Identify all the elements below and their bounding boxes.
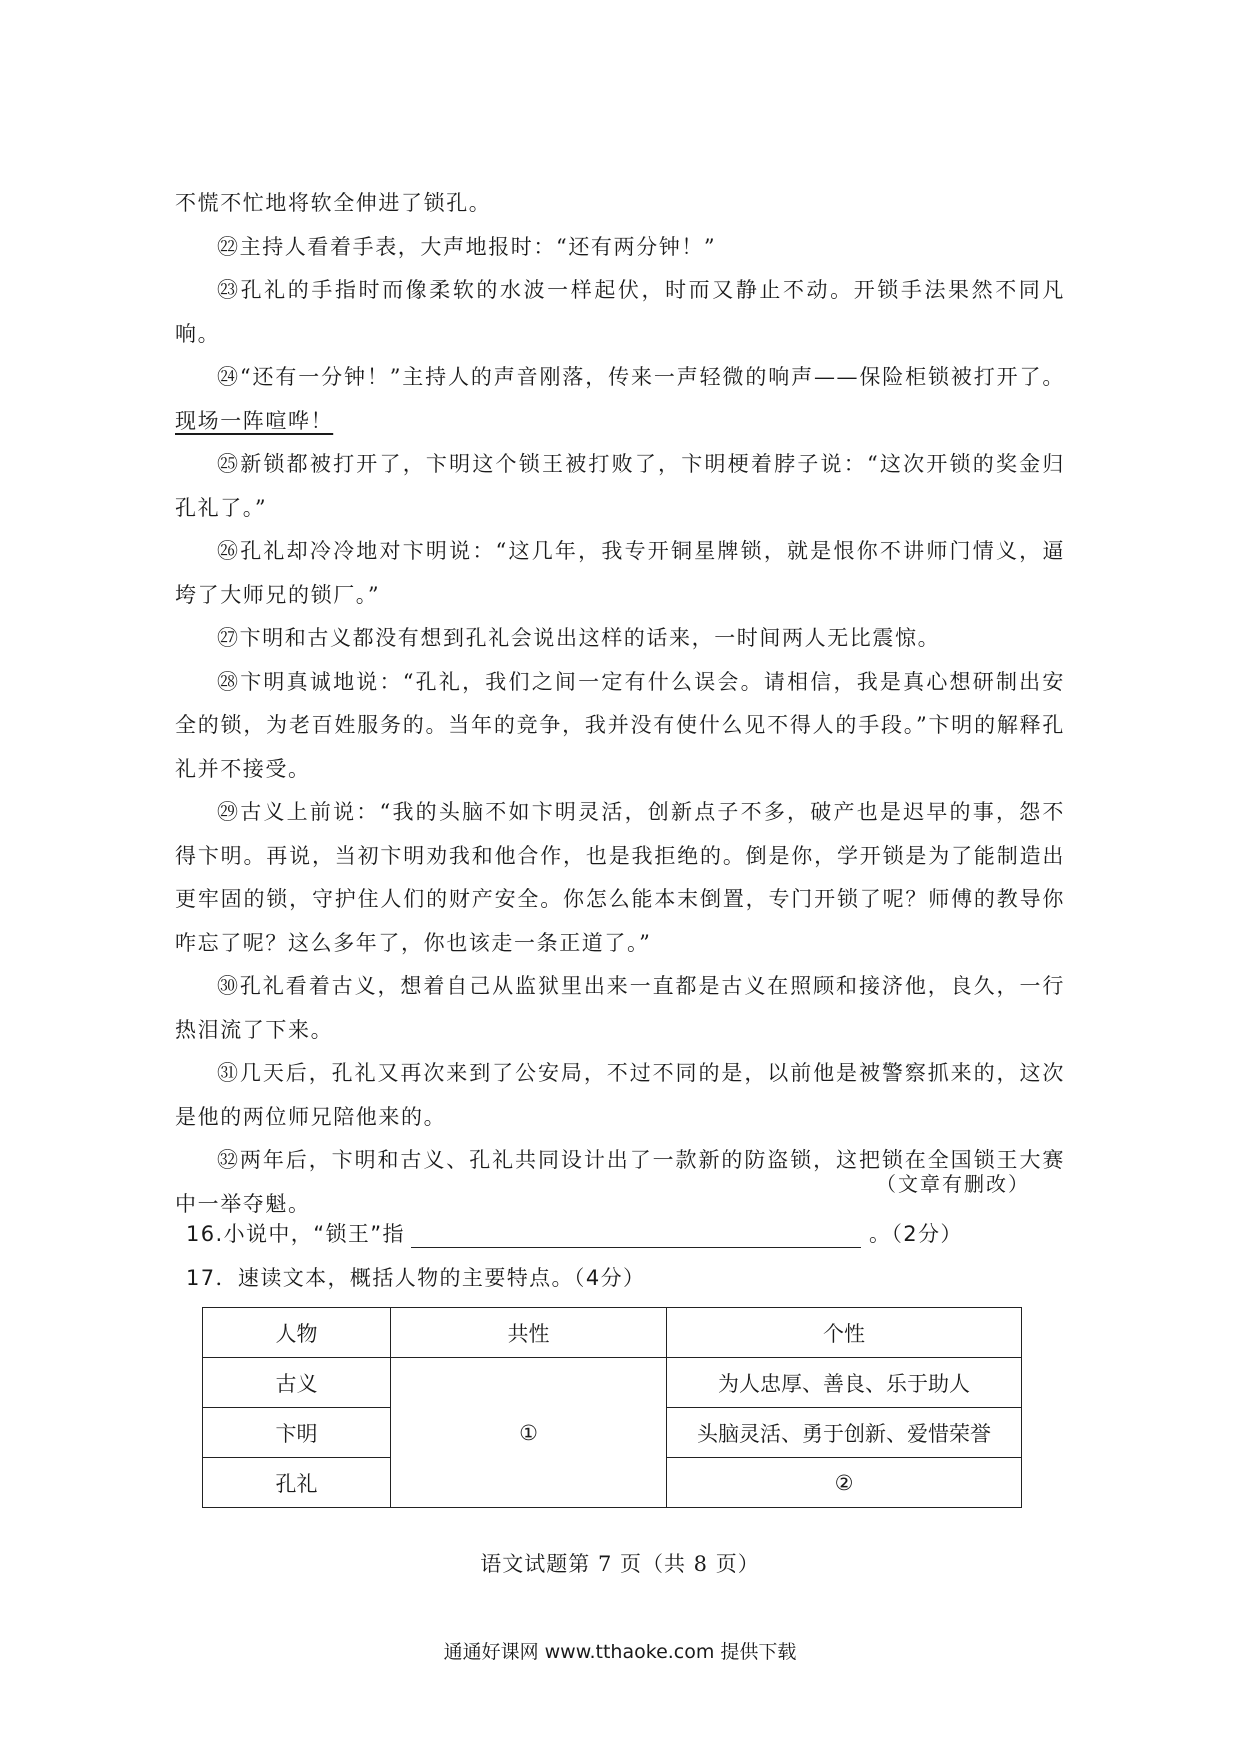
paragraph-31: ㉛几天后，孔礼又再次来到了公安局，不过不同的是，以前他是被警察抓来的，这次是他的两位师兄陪他来的。 xyxy=(175,1061,1065,1129)
question-16 xyxy=(186,1218,963,1248)
character-traits-table xyxy=(202,1307,1022,1508)
page-footer: 语文试题第 7 页（共 8 页） xyxy=(480,1552,760,1576)
header-person: 人物 xyxy=(203,1308,391,1358)
paragraph-32: ㉜两年后，卞明和古义、孔礼共同设计出了一款新的防盗锁，这把锁在全国锁王大赛中一举夺魁。 xyxy=(175,1148,1065,1216)
person-cell: 卞明 xyxy=(203,1408,391,1458)
paragraph-29: ㉙古义上前说：“我的头脑不如卞明灵活，创新点子不多，破产也是迟早的事，怨不得卞明。再说，当初卞明劝我和他合作，也是我拒绝的。倒是你，学开锁是为了能制造出更牢固的锁，守护住人们的财产安全。你怎么能本末倒置，专门开锁了呢？师傅的教导你咋忘了呢？这么多年了，你也该走一条正道了。” xyxy=(175,800,1065,955)
question-16-text: 16.小说中，“锁王”指 xyxy=(186,1222,405,1246)
paragraph-28: ㉘卞明真诚地说：“孔礼，我们之间一定有什么误会。请相信，我是真心想研制出安全的锁，为老百姓服务的。当年的竞争，我并没有使什么见不得人的手段。”卞明的解释孔礼并不接受。 xyxy=(175,669,1065,781)
article-text xyxy=(175,182,1065,1226)
paragraph-25: ㉕新锁都被打开了，卞明这个锁王被打败了，卞明梗着脖子说：“这次开锁的奖金归孔礼了。” xyxy=(175,452,1065,520)
trait-cell: 为人忠厚、善良、乐于助人 xyxy=(667,1358,1022,1408)
answer-blank[interactable] xyxy=(411,1225,861,1248)
paragraph-30: ㉚孔礼看着古义，想着自己从监狱里出来一直都是古义在照顾和接济他，良久，一行热泪流了下来。 xyxy=(175,974,1065,1042)
paragraph-24-text: ㉔“还有一分钟！”主持人的声音刚落，传来一声轻微的响声——保险柜锁被打开了。 xyxy=(217,365,1065,389)
paragraph-23: ㉓孔礼的手指时而像柔软的水波一样起伏，时而又静止不动。开锁手法果然不同凡响。 xyxy=(175,278,1065,346)
paragraph-24 xyxy=(175,356,1065,443)
trait-cell: 头脑灵活、勇于创新、爱惜荣誉 xyxy=(667,1408,1022,1458)
paragraph-22: ㉒主持人看着手表，大声地报时：“还有两分钟！” xyxy=(217,234,717,259)
source-note: （文章有删改） xyxy=(876,1172,1030,1196)
paragraph-continued: 不慌不忙地将软全伸进了锁孔。 xyxy=(175,191,492,215)
table-header-row xyxy=(203,1308,1022,1358)
trait-cell[interactable]: ② xyxy=(667,1458,1022,1508)
header-common: 共性 xyxy=(391,1308,667,1358)
question-17: 17．速读文本，概括人物的主要特点。（4分） xyxy=(186,1266,646,1290)
underlined-sentence: 现场一阵喧哗！ xyxy=(175,408,334,433)
person-cell: 古义 xyxy=(203,1358,391,1408)
download-credit: 通通好课网 www.tthaoke.com 提供下载 xyxy=(443,1641,797,1663)
paragraph-26: ㉖孔礼却冷冷地对卞明说：“这几年，我专开铜星牌锁，就是恨你不讲师门情义，逼垮了大师兄的锁厂。” xyxy=(175,539,1065,607)
common-trait-cell[interactable]: ① xyxy=(391,1358,667,1508)
table-row xyxy=(203,1358,1022,1408)
paragraph-27: ㉗卞明和古义都没有想到孔礼会说出这样的话来，一时间两人无比震惊。 xyxy=(217,626,941,650)
person-cell: 孔礼 xyxy=(203,1458,391,1508)
header-individual: 个性 xyxy=(667,1308,1022,1358)
question-16-score: 。（2分） xyxy=(868,1222,963,1246)
